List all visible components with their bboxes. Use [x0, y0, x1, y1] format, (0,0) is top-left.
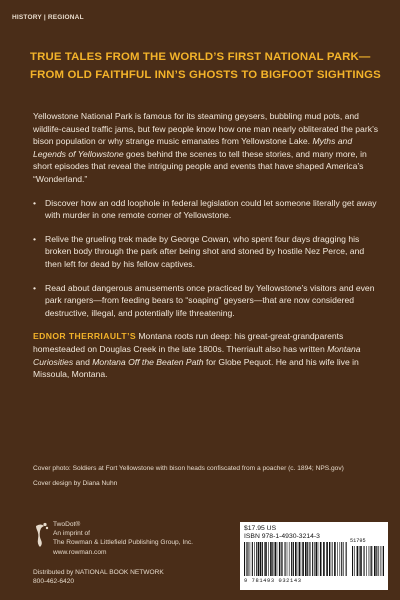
twodot-logo-icon: [33, 522, 49, 548]
description: [33, 110, 382, 381]
credits: [33, 464, 370, 488]
book-title: Myths and Legends of Yellowstone: [33, 136, 353, 159]
cover-design-credit: Cover design by Diana Nuhn: [33, 480, 118, 487]
intro-text-1: Yellowstone National Park is famous for its steaming geysers, bubbling mud pots, and wildlife-caused traffic jams, but few people know how one man nearly obliterated the park’s bison population or why strange music emanates from Yellowstone Lake.: [33, 111, 379, 147]
barcode-digits: 9 781493 032143: [244, 578, 302, 584]
tagline-line-1: TRUE TALES FROM THE WORLD’S FIRST NATIONAL PARK—: [30, 51, 371, 63]
distributor-phone: 800-462-6420: [33, 578, 75, 586]
barcode-box: [240, 522, 388, 590]
bullet-list: [33, 197, 382, 320]
tagline-line-2: FROM OLD FAITHFUL INN’S GHOSTS TO BIGFOOT SIGHTINGS: [30, 69, 381, 81]
publisher-imprint: An imprint of: [53, 530, 91, 538]
author-text-1: Montana roots run deep: his great-great-grandparents homesteaded on Douglas Creek in the late 1800s. Therriault also has written: [33, 331, 344, 354]
author-text-2: and: [73, 356, 93, 367]
price-label: $17.95 US: [244, 525, 277, 532]
bullet-text: Relive the grueling trek made by George Cowan, who spent four days dragging his broken body through the park after being shot and stoned by hostile Nez Perce, and then left for dead by his fellow captives.: [45, 233, 365, 269]
bullet-icon: •: [33, 197, 37, 208]
publisher-url: www.rowman.com: [53, 548, 107, 556]
author-name: EDNOR THERRIAULT’S: [33, 331, 137, 342]
publisher-group: The Rowman & Littlefield Publishing Group, Inc.: [53, 539, 194, 547]
barcode-addon-digits: 51795: [350, 538, 366, 544]
isbn-label: ISBN 978-1-4930-3214-3: [244, 533, 320, 540]
barcode-icon: [244, 542, 384, 576]
author-text-3: for Globe Pequot. He and his wife live in Missoula, Montana.: [33, 356, 359, 380]
cover-photo-credit: Cover photo: Soldiers at Fort Yellowstone with bison heads confiscated from a poacher (c. 1894; NPS.gov): [33, 465, 344, 472]
bullet-item: [33, 197, 382, 222]
author-book-1: Montana Curiosities: [33, 343, 361, 367]
bullet-item: [33, 233, 382, 271]
intro-paragraph: [33, 110, 382, 186]
distributor-block: [33, 568, 164, 587]
bullet-item: [33, 282, 382, 320]
tagline: [30, 48, 381, 84]
category-label: HISTORY | REGIONAL: [12, 14, 84, 21]
bullet-text: Read about dangerous amusements once practiced by Yellowstone’s visitors and even park rangers—from feeding bears to “soaping” geysers—that are now considered destructive, illegal, and potentially life threatening.: [45, 282, 375, 318]
intro-text-2: goes behind the scenes to tell these stories, and many more, in short episodes that reveal the intriguing people and events that have shaped America’s “Wonderland.”: [33, 148, 367, 184]
bullet-text: Discover how an odd loophole in federal legislation could let someone literally get away with murder in one remote corner of Yellowstone.: [45, 197, 377, 221]
author-bio: [33, 330, 382, 380]
bullet-icon: •: [33, 282, 37, 293]
author-book-2: Montana Off the Beaten Path: [92, 356, 204, 367]
publisher-name: TwoDot®: [53, 521, 81, 528]
distributor-name: Distributed by NATIONAL BOOK NETWORK: [33, 569, 164, 576]
bullet-icon: •: [33, 233, 37, 244]
